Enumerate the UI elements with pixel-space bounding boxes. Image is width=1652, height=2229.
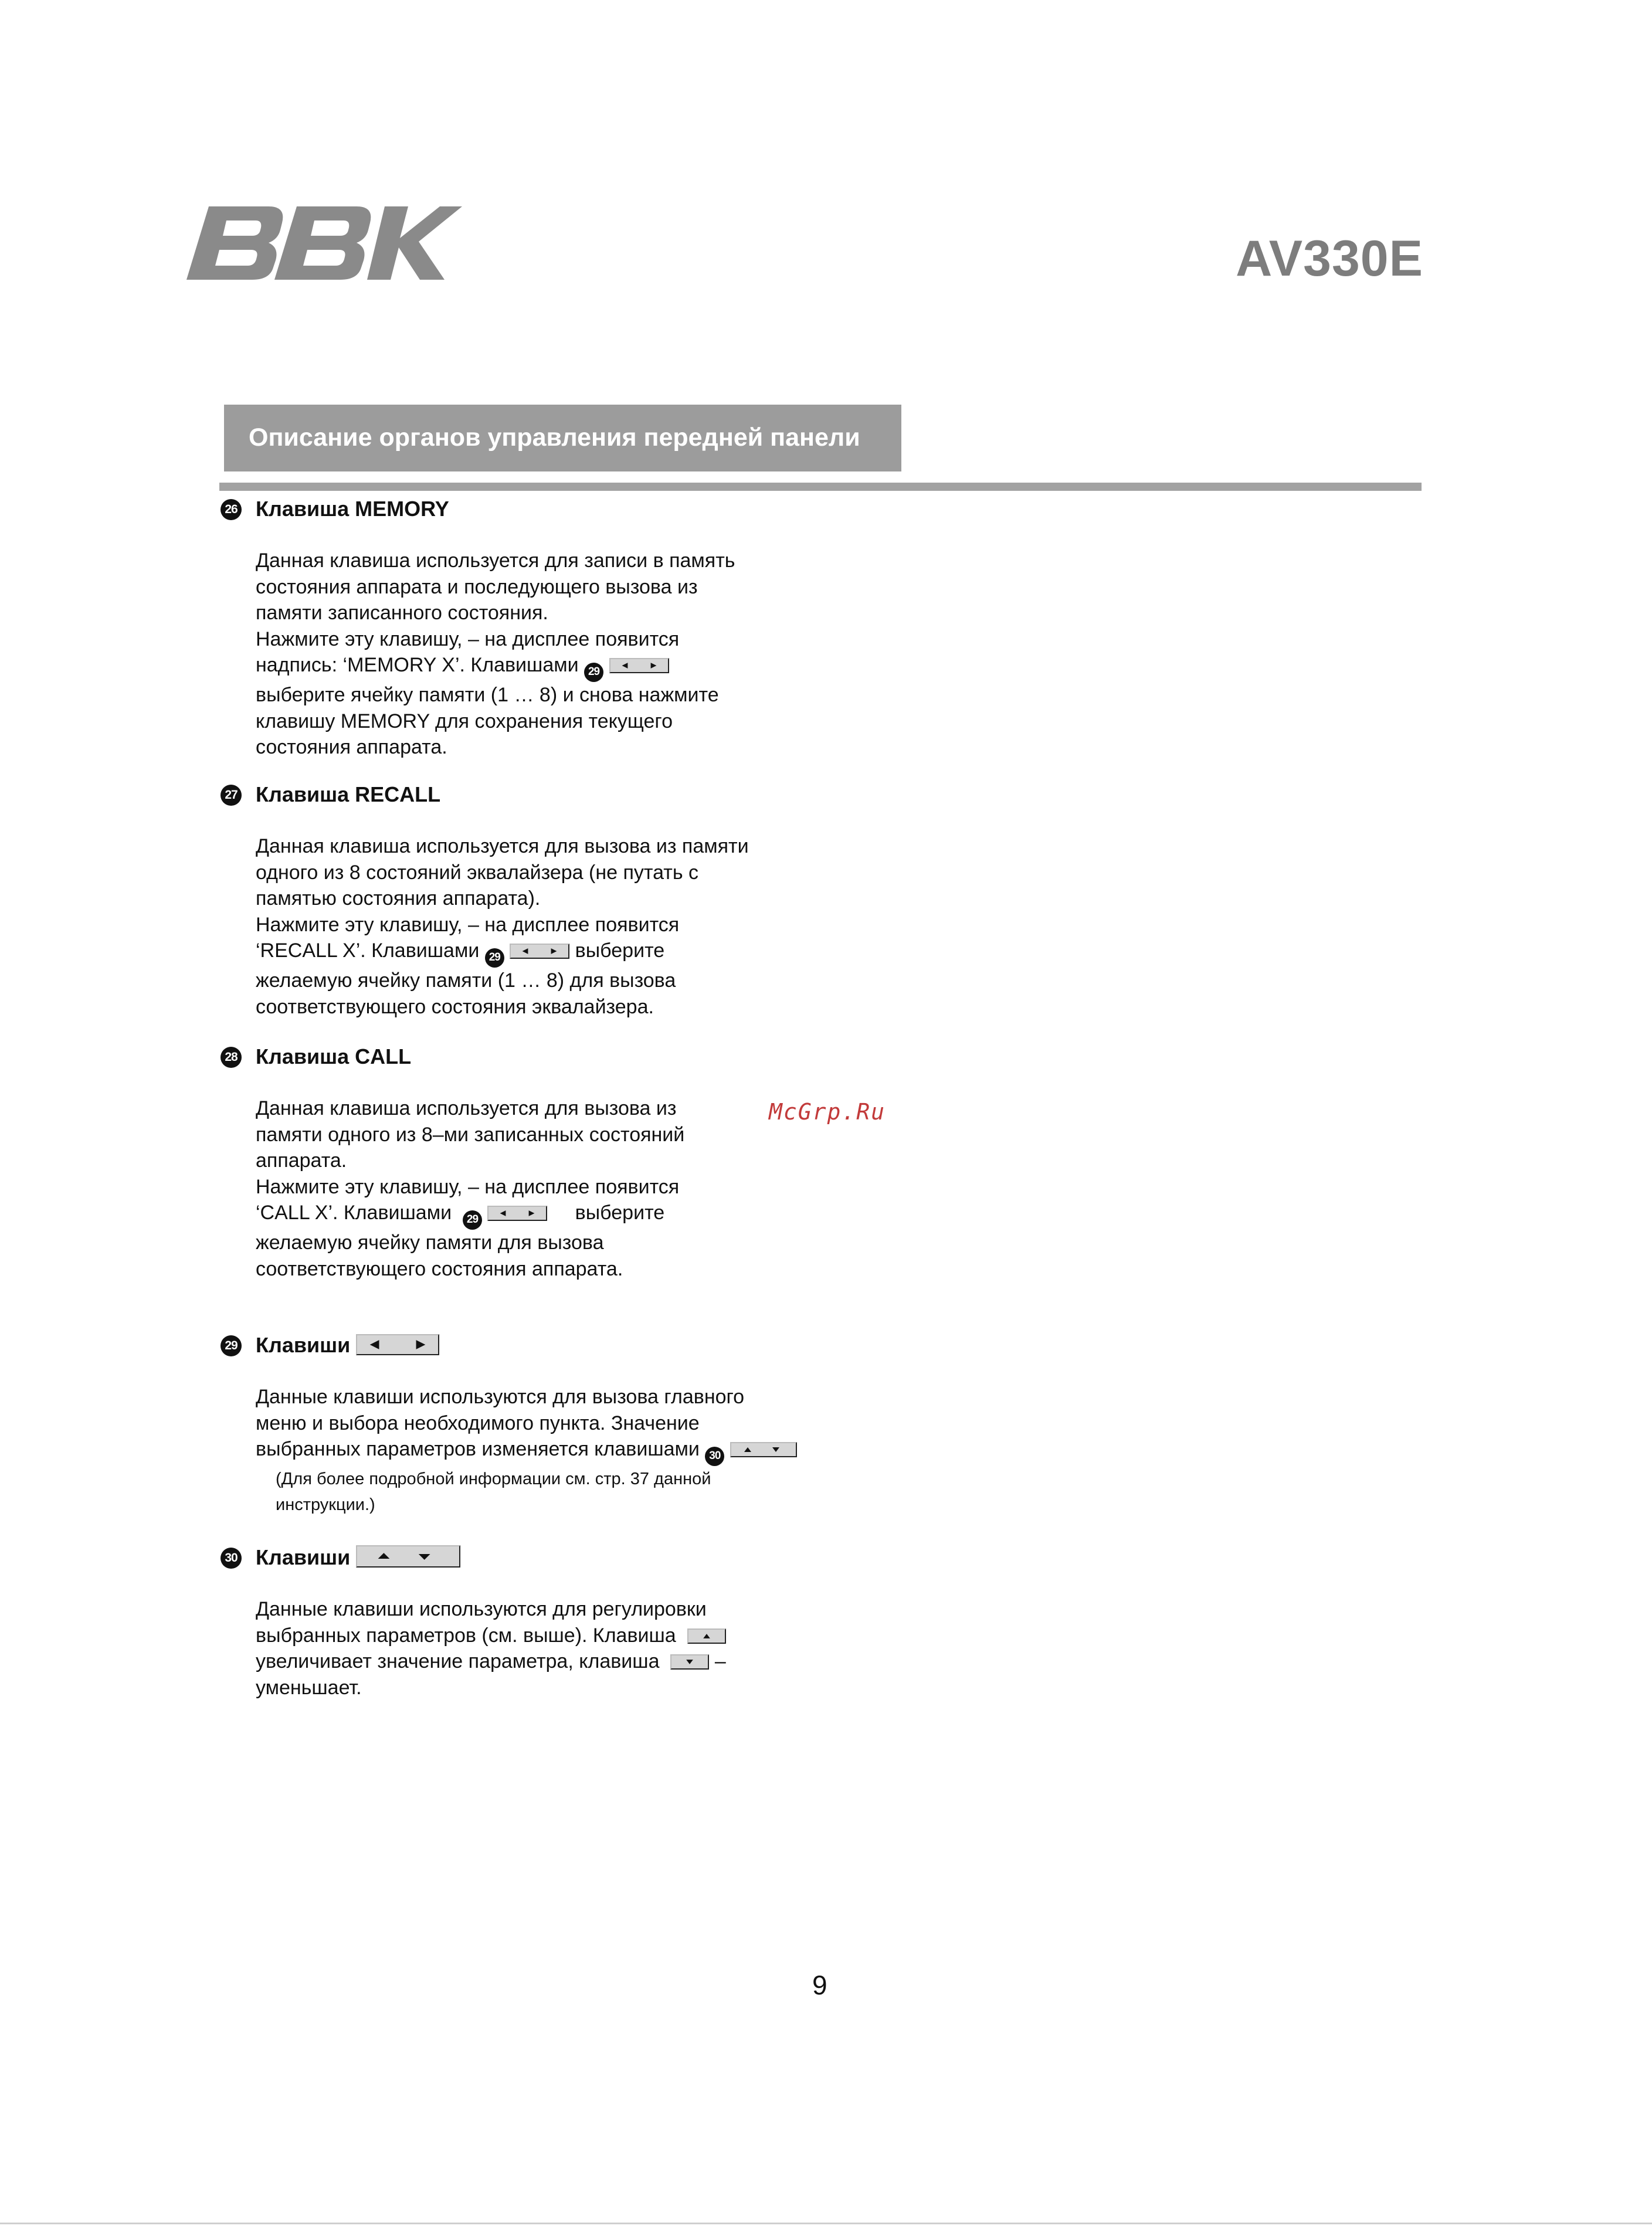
item-title: Клавиша RECALL	[256, 782, 441, 806]
item-number-badge: 30	[221, 1548, 242, 1569]
section-recall-key	[221, 779, 954, 1020]
left-right-arrow-keys-icon	[356, 1334, 439, 1355]
item-number-badge: 28	[221, 1047, 242, 1068]
item-description: Данная клавиша используется для записи в память состояния аппарата и последующего вызова из памяти записанного состояния. Нажмите эту клавишу, – на дисплее появится надпись: ‘MEMORY X’. Клавишами 29 выберите ячейку памяти (1 … 8) и снова нажмите клавишу MEMORY для сохранения текущего состояния аппарата.	[256, 549, 735, 759]
item-ref-badge: 29	[463, 1210, 482, 1230]
left-right-arrow-keys-icon	[609, 658, 669, 673]
section-divider	[219, 483, 1422, 491]
item-title: Клавиша MEMORY	[256, 497, 449, 521]
item-number-badge: 27	[221, 785, 242, 806]
item-description: Данная клавиша используется для вызова из памяти одного из 8 состояний эквалайзера (не путать с памятью состояния аппарата). Нажмите эту клавишу, – на дисплее появится ‘RECALL X’. Клавишами 29 выберите желаемую ячейку памяти (1 … 8) для вызова соответствующего состояния эквалайзера.	[256, 835, 749, 1018]
section-left-right-keys	[221, 1330, 954, 1518]
section-call-key	[221, 1041, 954, 1282]
item-number-badge: 26	[221, 499, 242, 520]
item-ref-badge: 30	[705, 1447, 724, 1466]
section-title: Описание органов управления передней панели	[249, 423, 860, 452]
down-arrow-key-icon	[670, 1654, 709, 1670]
section-up-down-keys	[221, 1542, 954, 1701]
up-down-arrow-keys-icon	[730, 1442, 797, 1457]
left-right-arrow-keys-icon	[487, 1206, 547, 1221]
left-right-arrow-keys-icon	[510, 944, 569, 959]
item-title: Клавиша CALL	[256, 1044, 412, 1068]
item-ref-badge: 29	[485, 948, 504, 968]
up-arrow-key-icon	[687, 1629, 726, 1644]
item-description: Данная клавиша используется для вызова из памяти одного из 8–ми записанных состояний аппарата. Нажмите эту клавишу, – на дисплее появится ‘CALL X’. Клавишами 29 выберите желаемую ячейку памяти для вызова соответствующего состояния аппарата.	[256, 1097, 685, 1280]
item-title: Клавиши	[256, 1333, 351, 1357]
model-name: AV330E	[1236, 230, 1423, 287]
item-number-badge: 29	[221, 1335, 242, 1356]
up-down-arrow-keys-icon	[356, 1545, 460, 1568]
page-number: 9	[812, 1970, 827, 2000]
section-memory-key	[221, 494, 954, 761]
item-description: Данные клавиши используются для вызова главного меню и выбора необходимого пункта. Значение выбранных параметров изменяется клавишами 30 (Для более подробной информации см. стр. 37 данной инструкции.)	[256, 1384, 954, 1518]
watermark: McGrp.Ru	[769, 1099, 886, 1125]
item-title: Клавиши	[256, 1545, 351, 1569]
item-description: Данные клавиши используются для регулировки выбранных параметров (см. выше). Клавиша увеличивает значение параметра, клавиша – уменьшает.	[256, 1598, 726, 1699]
bbk-logo	[186, 206, 462, 280]
item-ref-badge: 29	[584, 663, 603, 682]
page-bottom-edge	[0, 2223, 1652, 2224]
